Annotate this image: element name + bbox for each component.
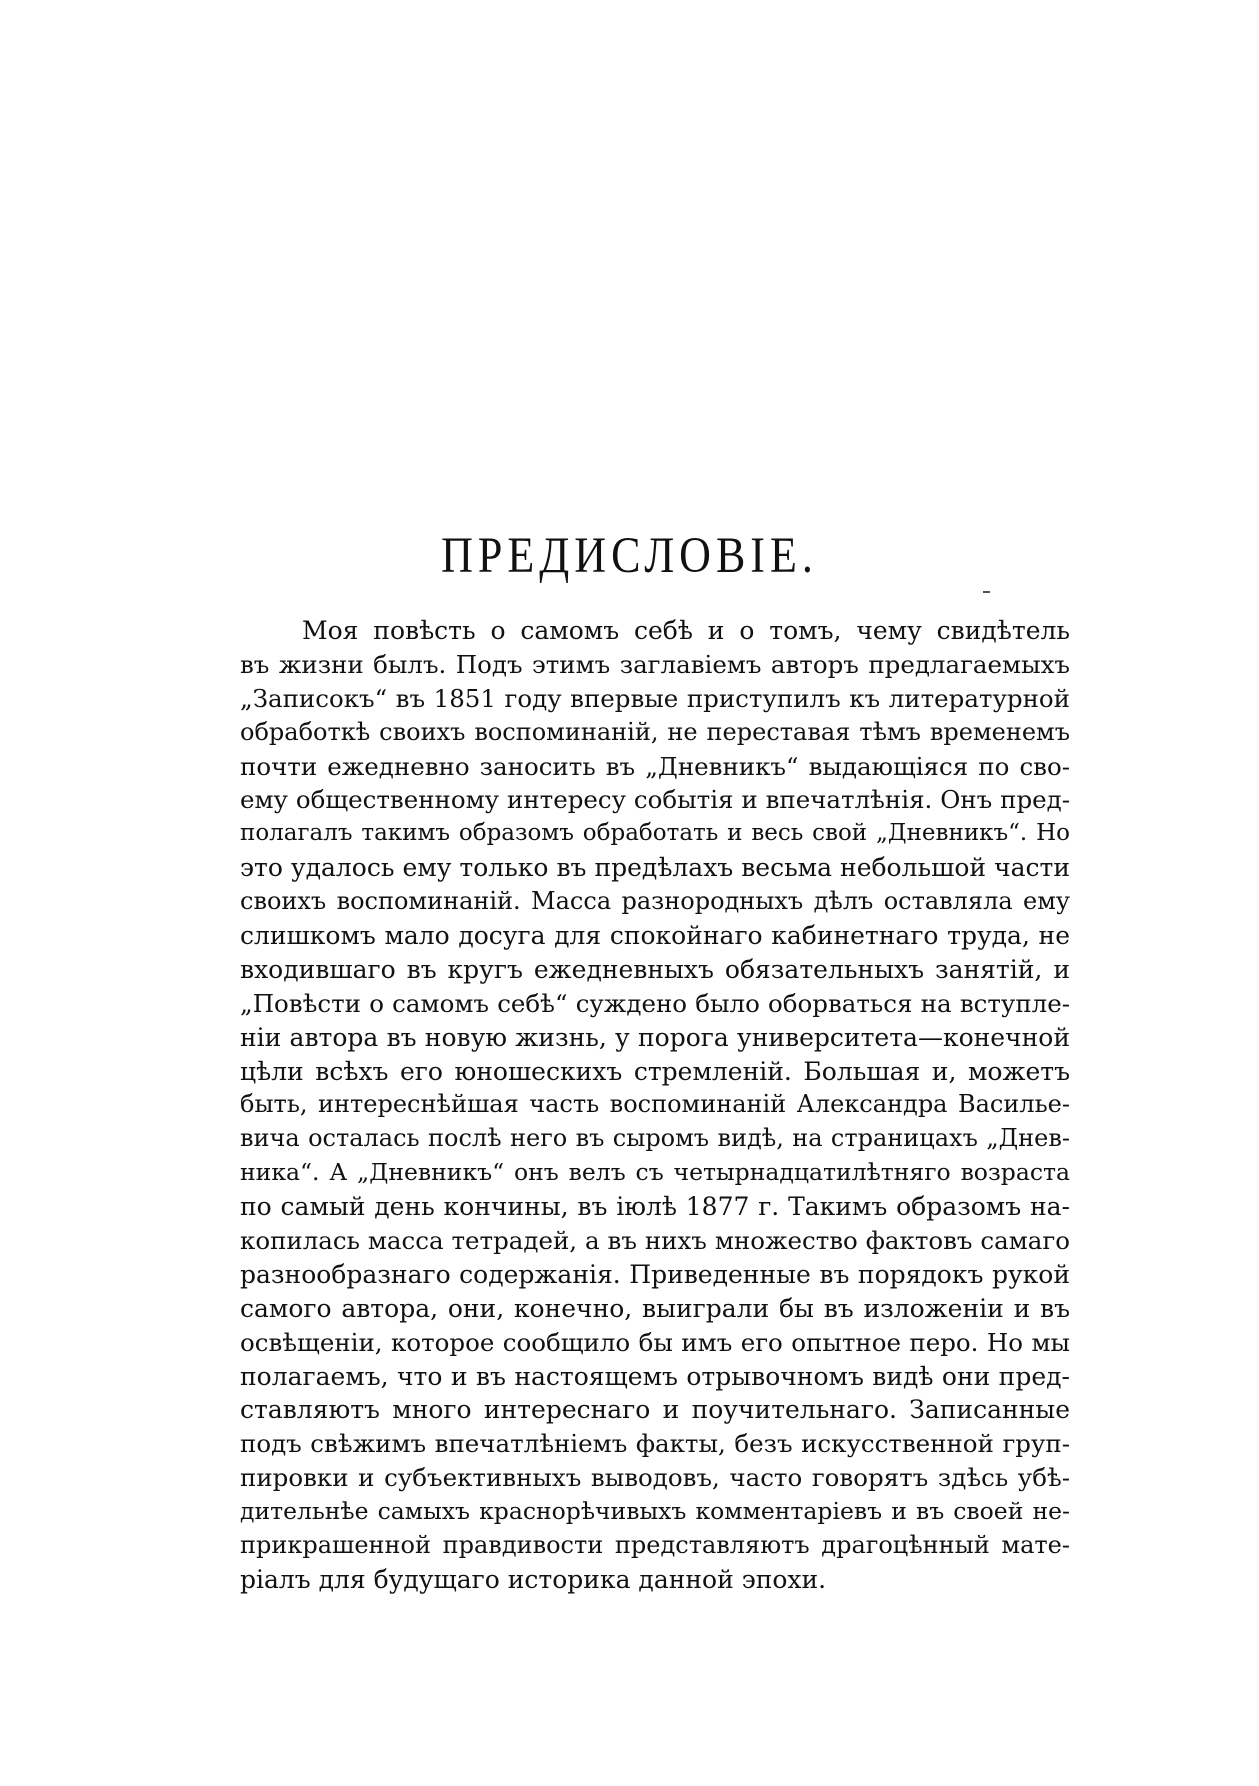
text-line: быть, интереснѣйшая часть воспоминанiй Александра Василье-	[240, 1090, 1070, 1119]
text-line: вича осталась послѣ него въ сыромъ видѣ, на страницахъ „Днев-	[240, 1124, 1070, 1153]
text-line: полагаемъ, что и въ настоящемъ отрывочномъ видѣ они пред-	[240, 1361, 1070, 1391]
text-line: нiи автора въ новую жизнь, у порога университета—конечной	[240, 1022, 1070, 1052]
text-line: „Повѣсти о самомъ себѣ“ суждено было оборваться на вступле-	[240, 988, 1070, 1018]
text-line: дительнѣе самыхъ краснорѣчивыхъ комментарiевъ и въ своей не-	[240, 1497, 1070, 1526]
text-line: это удалось ему только въ предѣлахъ весьма небольшой части	[240, 853, 1070, 883]
text-line: слишкомъ мало досуга для спокойнаго кабинетнаго труда, не	[240, 921, 1070, 951]
text-line: своихъ воспоминанiй. Масса разнородныхъ дѣлъ оставляла ему	[240, 887, 1070, 916]
text-line: по самый день кончины, въ iюлѣ 1877 г. Такимъ образомъ на-	[240, 1192, 1070, 1222]
text-line-last: рiалъ для будущаго историка данной эпохи.	[240, 1564, 827, 1594]
text-line: прикрашенной правдивости представляютъ драгоцѣнный мате-	[240, 1531, 1070, 1560]
text-line: входившаго въ кругъ ежедневныхъ обязательныхъ занятiй, и	[240, 954, 1070, 984]
text-line: обработкѣ своихъ воспоминанiй, не переставая тѣмъ временемъ	[240, 717, 1070, 746]
text-line: цѣли всѣхъ его юношескихъ стремленiй. Большая и, можетъ	[240, 1056, 1070, 1086]
print-speck	[983, 591, 990, 593]
text-line: Моя повѣсть о самомъ себѣ и о томъ, чему свидѣтель	[302, 616, 1070, 645]
text-line: ставляютъ много интереснаго и поучительнаго. Записанные	[240, 1395, 1070, 1425]
text-line: ему общественному интересу событiя и впечатлѣнiя. Онъ пред-	[240, 785, 1070, 815]
page-title: ПРЕДИСЛОВIЕ.	[441, 527, 818, 584]
text-line: копилась масса тетрадей, а въ нихъ множество фактовъ самаго	[240, 1226, 1070, 1256]
text-line: разнообразнаго содержанiя. Приведенные въ порядокъ рукой	[240, 1259, 1070, 1289]
preface-paragraph	[240, 614, 1070, 1597]
text-line: освѣщенiи, которое сообщило бы имъ его опытное перо. Но мы	[240, 1327, 1070, 1357]
text-line: полагалъ такимъ образомъ обработать и весь свой „Дневникъ“. Но	[240, 820, 1070, 847]
text-line: пировки и субъективныхъ выводовъ, часто говорятъ здѣсь убѣ-	[240, 1463, 1070, 1493]
text-line: въ жизни былъ. Подъ этимъ заглавiемъ авторъ предлагаемыхъ	[240, 649, 1070, 679]
text-line: ника“. А „Дневникъ“ онъ велъ съ четырнадцатилѣтняго возраста	[240, 1158, 1070, 1187]
text-line: почти ежедневно заносить въ „Дневникъ“ выдающiяся по сво-	[240, 751, 1070, 781]
text-line: подъ свѣжимъ впечатлѣнiемъ факты, безъ искусственной груп-	[240, 1429, 1070, 1459]
text-line: самого автора, они, конечно, выиграли бы въ изложенiи и въ	[240, 1293, 1070, 1323]
text-line: „Записокъ“ въ 1851 году впервые приступилъ къ литературной	[240, 683, 1070, 713]
